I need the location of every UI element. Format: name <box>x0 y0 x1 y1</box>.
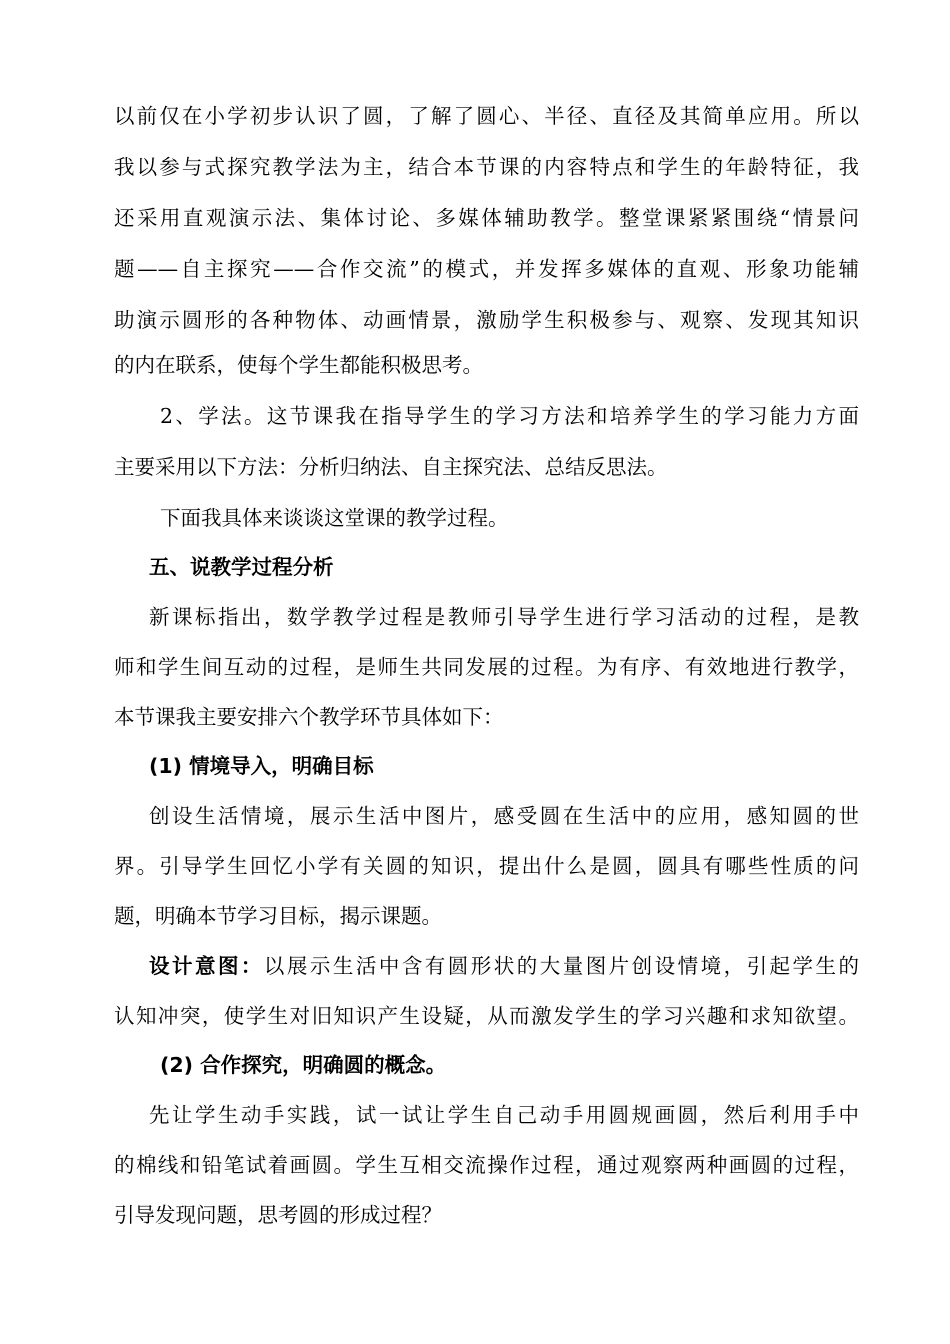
paragraph-line: 师和学生间互动的过程，是师生共同发展的过程。为有序、有效地进行教学， <box>114 655 859 679</box>
paragraph-line: 引导发现问题，思考圆的形成过程？ <box>114 1203 442 1227</box>
paragraph-line: 界。引导学生回忆小学有关圆的知识，提出什么是圆，圆具有哪些性质的问 <box>114 854 859 878</box>
paragraph-line: 我以参与式探究教学法为主，结合本节课的内容特点和学生的年龄特征，我 <box>114 155 859 179</box>
design-intent-text: 以展示生活中含有圆形状的大量图片创设情境，引起学生的 <box>263 954 859 978</box>
step-heading: (2) 合作探究，明确圆的概念。 <box>160 1053 447 1077</box>
paragraph-line: 题——自主探究——合作交流”的模式，并发挥多媒体的直观、形象功能辅 <box>114 257 859 281</box>
paragraph-line: 还采用直观演示法、集体讨论、多媒体辅助教学。整堂课紧紧围绕“情景问 <box>114 206 859 230</box>
paragraph-line: 先让学生动手实践，试一试让学生自己动手用圆规画圆，然后利用手中 <box>149 1103 859 1127</box>
paragraph-line: 2、学法。这节课我在指导学生的学习方法和培养学生的学习能力方面 <box>160 404 859 428</box>
paragraph-line: 助演示圆形的各种物体、动画情景，激励学生积极参与、观察、发现其知识 <box>114 308 859 332</box>
paragraph-line: 本节课我主要安排六个教学环节具体如下： <box>114 705 504 729</box>
paragraph-line: 创设生活情境，展示生活中图片，感受圆在生活中的应用，感知圆的世 <box>149 804 859 828</box>
paragraph-line: 的棉线和铅笔试着画圆。学生互相交流操作过程，通过观察两种画圆的过程， <box>114 1153 859 1177</box>
design-intent-line <box>149 951 859 981</box>
step-heading: (1) 情境导入，明确目标 <box>149 754 374 778</box>
section-heading: 五、说教学过程分析 <box>149 555 334 579</box>
paragraph-line: 以前仅在小学初步认识了圆，了解了圆心、半径、直径及其简单应用。所以 <box>114 104 859 128</box>
paragraph-line: 题，明确本节学习目标，揭示课题。 <box>114 904 442 928</box>
paragraph-line: 的内在联系，使每个学生都能积极思考。 <box>114 353 483 377</box>
paragraph-line: 认知冲突，使学生对旧知识产生设疑，从而激发学生的学习兴趣和求知欲望。 <box>114 1004 859 1028</box>
paragraph-line: 新课标指出，数学教学过程是教师引导学生进行学习活动的过程，是教 <box>149 605 859 629</box>
paragraph-line: 下面我具体来谈谈这堂课的教学过程。 <box>160 506 509 530</box>
design-intent-label: 设计意图： <box>149 954 264 978</box>
paragraph-line: 主要采用以下方法：分析归纳法、自主探究法、总结反思法。 <box>114 455 668 479</box>
